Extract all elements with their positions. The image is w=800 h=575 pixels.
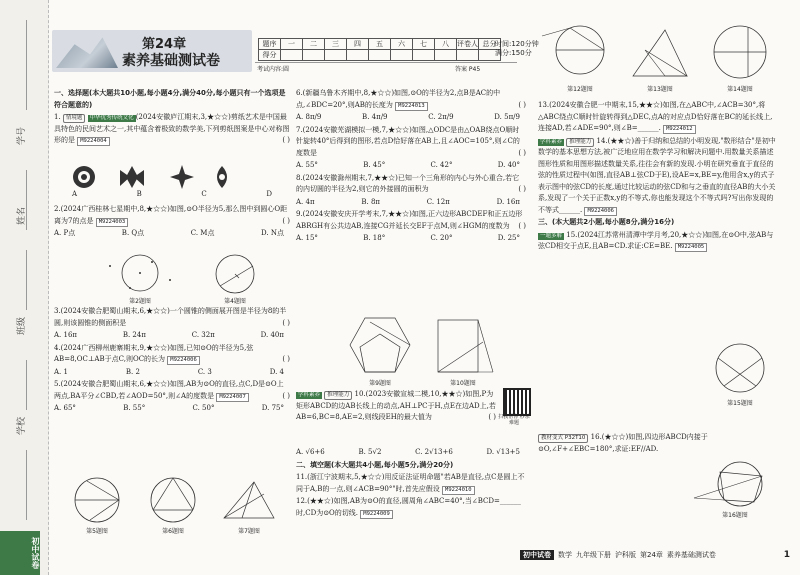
score-header-5: 五 <box>369 39 391 50</box>
q3-option-b[interactable]: B. 24π <box>122 331 146 339</box>
score-header-3: 三 <box>325 39 347 50</box>
figure-5-diagram <box>62 474 132 526</box>
q8-option-a[interactable]: A. 4π <box>296 197 315 206</box>
q11-text: 11.(浙江宁波期末,5,★☆☆)用反证法证明命题"若AB是直径,点C是圆上不同于A,B的一点,则∠ACB=90°"时,首先应假设 <box>296 473 525 493</box>
page-number: 1 <box>783 550 790 560</box>
q1-text: (2024安徽庐江期末,3,★☆☆)剪纸艺术是中国最具特色的民间艺术之一,其中蕴含着极致的数学美,下列剪纸图案是中心对称图形的是 <box>54 113 290 144</box>
q4-option-b[interactable]: B. 2 <box>125 367 140 376</box>
binding-gutter <box>0 0 49 575</box>
figure-16-caption: 第16题图 <box>722 512 748 519</box>
gutter-banji: 班级 <box>17 316 27 335</box>
figure-6 <box>138 474 208 535</box>
q2-option-c[interactable]: C. M点 <box>190 229 215 237</box>
figure-5 <box>62 474 132 535</box>
score-cell[interactable] <box>281 50 303 61</box>
q10-text: 10.(2023安徽宣城二模,10,★★☆)如图,P为矩形ABCD的边AB长线上的动点,AH⊥PC于H,点E在边AD上,若AB=6,BC=8,AE=2,则线段EH的最大值为 <box>296 390 496 421</box>
q2-code: M9224003 <box>96 218 129 227</box>
score-header-10: 总分 <box>479 39 501 50</box>
figure-9 <box>340 312 420 387</box>
score-header-7: 七 <box>413 39 435 50</box>
banner-illustration <box>56 34 118 68</box>
score-row-label: 得分 <box>259 50 281 61</box>
q13-code: M9224012 <box>663 125 696 134</box>
score-cell[interactable] <box>369 50 391 61</box>
q16-tag: 教材变式 P32T10 <box>538 434 588 443</box>
right-column <box>538 100 778 254</box>
score-header-2: 二 <box>303 39 325 50</box>
q1-num: 1. <box>54 113 61 121</box>
papercut-a <box>73 166 95 188</box>
score-header-4: 四 <box>347 39 369 50</box>
q7-options <box>296 160 526 172</box>
brand-tab: 初中试卷 <box>0 531 40 575</box>
q7-text: 7.(2024安徽芜湖模拟一模,7,★☆☆)如图,△ODC是由△OAB绕点O顺时针旋转40°后得到的图形,若点D恰好落在AB上,且∠AOC=105°,则∠C的度数是 <box>296 125 520 157</box>
q12-text: 12.(★★☆)如图,AB为⊙O的直径,圆周角∠ABC=40°,当∠BCD=______时,CD为⊙O的切线. <box>296 497 521 517</box>
page-footer <box>520 548 790 562</box>
question-6 <box>296 88 526 111</box>
figure-4-diagram <box>195 250 275 296</box>
q10-tag: 学科素养 <box>298 392 321 398</box>
q10-tag2: 推理能力 <box>324 391 352 400</box>
gutter-line <box>26 450 27 520</box>
figure-15 <box>700 340 780 407</box>
figure-15-caption: 第15题图 <box>727 400 753 407</box>
qr-caption: 扫我帮你 秒杀难题 <box>498 414 530 426</box>
left-column-3 <box>54 306 290 416</box>
q7-option-b[interactable]: B. 45° <box>363 161 386 169</box>
question-15 <box>538 230 778 253</box>
middle-column-3 <box>296 447 526 520</box>
q4-options <box>54 367 290 379</box>
question-3 <box>54 306 290 329</box>
q8-paren: ( ) <box>518 185 526 193</box>
exam-content: 考试内容:圆 <box>257 66 290 73</box>
q3-option-d[interactable]: D. 40π <box>260 331 284 339</box>
q9-text: 9.(2024安徽安庆开学考末,7,★★☆)如图,正六边形ABCDEF和正五边形ABRGH有公共边AB,连接CG并延长交EF于点M,则∠HGM的度数为 <box>296 210 523 230</box>
question-13 <box>538 100 778 135</box>
question-2 <box>54 204 290 227</box>
score-header-6: 六 <box>391 39 413 50</box>
footer-edition: 沪科版 <box>615 551 636 559</box>
figure-7-diagram <box>214 474 284 526</box>
score-cell[interactable] <box>391 50 413 61</box>
q4-option-c[interactable]: C. 3 <box>197 367 212 376</box>
question-11 <box>296 472 526 495</box>
q8-text: 8.(2024安徽滁州期末,7,★★☆)已知一个三角形的内心与外心重合,若它的内切圆的半径为2,则它的外接圆的面积为 <box>296 173 520 193</box>
q10-paren: ( ) <box>488 413 496 421</box>
question-4 <box>54 343 290 366</box>
q14-code: M9224006 <box>584 207 617 216</box>
test-title: 素养基础测试卷 <box>122 53 220 69</box>
figure-12 <box>540 20 620 93</box>
q6-text: 6.(新疆乌鲁木齐期中,8,★☆☆)如图,⊙O的半径为2,点B是AC的中点,∠BDC=20°,则AB的长度为 <box>296 89 501 109</box>
score-cell[interactable] <box>435 50 457 61</box>
figure-4 <box>195 250 275 305</box>
figure-14 <box>700 20 780 93</box>
q6-option-d[interactable]: D. 5π/9 <box>494 113 520 121</box>
q9-paren: ( ) <box>518 221 526 230</box>
q9-option-a[interactable]: A. 15° <box>296 234 318 242</box>
q15-tag: 一题多解 <box>540 232 563 239</box>
q1-tag: 情境题 <box>63 114 86 123</box>
question-16 <box>538 432 778 455</box>
q3-options <box>54 330 290 342</box>
figure-16 <box>690 458 780 519</box>
q7-option-d[interactable]: D. 40° <box>497 161 520 169</box>
q9-option-b[interactable]: B. 18° <box>363 234 386 242</box>
figure-6-caption: 第6题图 <box>162 528 184 535</box>
figure-6-diagram <box>138 474 208 526</box>
full-score: 满分:150分 <box>495 49 532 57</box>
figure-10-caption: 第10题图 <box>450 380 476 387</box>
question-14 <box>538 136 778 217</box>
question-5 <box>54 379 290 402</box>
q9-options <box>296 233 526 245</box>
q8-option-b[interactable]: B. 8π <box>361 197 380 206</box>
score-header-0: 题序 <box>259 39 281 50</box>
middle-column-2 <box>296 389 496 425</box>
q15-text: 15.(2024江苏常州清潭中学月考,20,★☆☆)如图,在⊙O中,弦AB与弦CD相交于点E,且AB=CD.求证:CE=BE. <box>538 230 774 250</box>
figure-15-diagram <box>700 340 780 398</box>
q3-text: 3.(2024安徽合肥蜀山期末,6,★☆☆)一个圆锥的侧面展开图是半径为8的半圆,则该圆锥的侧面积是 <box>54 307 287 327</box>
q1-tag2: 中华优秀传统文化 <box>89 115 134 121</box>
figure-5-caption: 第5题图 <box>86 528 108 535</box>
figure-14-diagram <box>700 20 780 84</box>
figure-13-diagram <box>625 20 695 84</box>
figure-12-caption: 第12题图 <box>567 86 593 93</box>
footer-brand: 初中试卷 <box>520 550 554 560</box>
figure-4-caption: 第4题图 <box>224 298 246 305</box>
figure-7 <box>214 474 284 535</box>
score-header-9: 评卷人 <box>457 40 478 48</box>
figure-9-diagram <box>340 312 420 378</box>
q5-code: M9224007 <box>216 393 249 402</box>
footer-title: 素养基础测试卷 <box>666 551 716 559</box>
q14-text: 14.(★★☆)善于归纳和总结的小明发现,"数形结合"是初中数学的基本思想方法,被广泛地应用在数学学习和解决问题中.用数量关系描述图形性质和用图形描述数量关系,往往会有新的发现.小明在研究垂直于直径的弦的性质过程中(如图,直径AB⊥弦CD于E),设AE=x,BE=y,他用含x,y的式子表示图中的弦CD的长度,通过比较运动的弦CD和与之垂直的直径AB的大小关系,发现了一个关于正数x,y的不等式,你也能发现这个不等式吗?写出你发现的不等式______. <box>538 136 776 214</box>
q14-tag: 学科素养 <box>540 138 563 145</box>
chapter-title: 第24章 <box>142 37 187 52</box>
question-1 <box>54 112 290 147</box>
papercut-b <box>120 166 144 188</box>
figure-12-diagram <box>540 20 620 84</box>
right-column-2 <box>538 432 778 456</box>
section-1-heading: 一、选择题(本大题共10小题,每小题4分,满分40分,每小题只有一个选项是符合题意的) <box>54 89 286 109</box>
q8-options <box>296 197 526 209</box>
q8-option-c[interactable]: C. 12π <box>426 197 450 206</box>
figure-10-diagram <box>428 312 498 378</box>
qr-code[interactable] <box>503 388 531 416</box>
q6-option-a[interactable]: A. 8π/9 <box>296 113 322 121</box>
q6-options <box>296 112 526 124</box>
score-cell[interactable] <box>347 50 369 61</box>
q10-option-c[interactable]: C. 2√13+6 <box>415 448 453 456</box>
q10-options <box>296 447 526 459</box>
gutter-xuehao: 学号 <box>17 126 27 145</box>
q2-text: 2.(2024广西桂林七星期中,8,★☆☆)如图,⊙O半径为5,那么图中到圆心O距离为7的点是 <box>54 205 288 225</box>
q4-code: M9224006 <box>167 356 200 365</box>
q15-code: M9224005 <box>675 243 708 252</box>
footer-grade: 九年级下册 <box>576 551 611 559</box>
question-9 <box>296 209 526 232</box>
q6-paren: ( ) <box>518 100 526 109</box>
time-limit: 时间:120分钟 <box>495 40 539 48</box>
q2-paren: ( ) <box>282 216 290 225</box>
footer-chapter: 第24章 <box>640 551 663 559</box>
q1-paren: ( ) <box>282 136 290 144</box>
papercut-figures <box>72 162 272 192</box>
gutter-line <box>26 20 27 110</box>
q5-option-a[interactable]: A. 65° <box>54 404 76 412</box>
gutter-line <box>26 360 27 410</box>
figure-14-caption: 第14题图 <box>727 86 753 93</box>
q10-option-a[interactable]: A. √6+6 <box>296 448 325 456</box>
q4-paren: ( ) <box>282 355 290 363</box>
footer-subject: 数学 <box>558 551 572 559</box>
figure-13 <box>625 20 695 93</box>
q2-options <box>54 228 290 240</box>
q1-options-figures <box>72 162 272 198</box>
papercut-d <box>217 166 227 188</box>
q12-code: M9224009 <box>360 510 393 519</box>
middle-column <box>296 88 526 246</box>
q8-option-d[interactable]: D. 16π <box>496 197 520 206</box>
q5-option-d[interactable]: D. 75° <box>261 404 284 412</box>
score-cell[interactable] <box>303 50 325 61</box>
section-3-heading: 三、(本大题共2小题,每小题8分,满分16分) <box>538 218 675 226</box>
q5-option-c[interactable]: C. 50° <box>192 404 215 412</box>
q6-option-c[interactable]: C. 2π/9 <box>428 113 454 121</box>
q1-code: M9224004 <box>77 137 110 146</box>
q2-option-b[interactable]: B. Q点 <box>121 229 145 237</box>
score-cell[interactable] <box>413 50 435 61</box>
gutter-xuexiao: 学校 <box>17 416 27 435</box>
figure-2-diagram <box>100 250 180 296</box>
q14-tag2: 推理能力 <box>566 138 594 147</box>
score-header-1: 一 <box>281 39 303 50</box>
question-12 <box>296 496 526 519</box>
q5-text: 5.(2024安徽合肥蜀山期末,6,★☆☆)如图,AB为⊙O的直径,点C,D是⊙O上两点,BA平分∠CBD,若∠AOD=50°,则∠A的度数是 <box>54 380 284 400</box>
q10-option-d[interactable]: D. √13+5 <box>486 448 520 456</box>
q9-option-c[interactable]: C. 20° <box>430 234 453 242</box>
q6-code: M9224013 <box>395 102 428 111</box>
figure-16-diagram <box>690 458 780 510</box>
gutter-line <box>26 250 27 310</box>
q4-text: 4.(2024广西柳州鹿寨期末,9,★☆☆)如图,已知⊙O的半径为5,弦AB=8,OC⊥AB于点C,则OC的长为 <box>54 343 254 363</box>
q5-paren: ( ) <box>282 391 290 400</box>
figure-9-caption: 第9题图 <box>369 380 391 387</box>
left-column-2 <box>54 204 290 241</box>
figure-2 <box>100 250 180 305</box>
question-8 <box>296 173 526 196</box>
q1-option-labels: A B C D <box>72 190 272 198</box>
answer-page: 答案 P45 <box>455 66 481 73</box>
score-table <box>258 38 501 61</box>
q13-text: 13.(2024安徽合肥一中期末,15,★★☆)如图,在△ABC中,∠ACB=30°,将△ABC绕点C顺时针旋转得到△DEC,点A的对应点D恰好落在BC的延长线上,连接AD,若∠ADE=90°,则∠B=______. <box>538 101 773 132</box>
q10-option-b[interactable]: B. 5√2 <box>358 448 382 456</box>
q7-paren: ( ) <box>518 148 526 157</box>
q3-option-a[interactable]: A. 16π <box>54 331 78 339</box>
score-cell[interactable] <box>457 50 479 61</box>
header-banner <box>52 30 252 72</box>
score-header-8: 八 <box>435 39 457 50</box>
gutter-xingming: 姓名 <box>17 206 27 225</box>
q5-options <box>54 403 290 415</box>
q2-option-a[interactable]: A. P点 <box>54 229 76 237</box>
q9-option-d[interactable]: D. 25° <box>497 234 520 242</box>
score-cell[interactable] <box>325 50 347 61</box>
q3-paren: ( ) <box>282 318 290 327</box>
left-column <box>54 88 290 148</box>
question-10 <box>296 389 496 424</box>
figure-10 <box>428 312 498 387</box>
papercut-c <box>170 165 194 189</box>
q7-option-c[interactable]: C. 42° <box>430 161 453 169</box>
question-7 <box>296 125 526 160</box>
q4-option-a[interactable]: A. 1 <box>54 367 68 376</box>
q3-option-c[interactable]: C. 32π <box>191 331 215 339</box>
time-info <box>495 40 539 58</box>
q6-option-b[interactable]: B. 4π/9 <box>362 113 388 121</box>
q4-option-d[interactable]: D. 4 <box>269 367 284 376</box>
q2-option-d[interactable]: D. N点 <box>261 229 284 237</box>
content-row <box>255 62 517 73</box>
q16-text: 16.(★☆☆)如图,四边形ABCD内接于⊙O,∠F+∠EBC=180°,求证:EF//AD. <box>538 433 708 453</box>
section-2-heading: 二、填空题(本大题共4小题,每小题5分,满分20分) <box>296 460 454 469</box>
figure-13-caption: 第13题图 <box>647 86 673 93</box>
q5-option-b[interactable]: B. 55° <box>123 404 146 412</box>
q7-option-a[interactable]: A. 55° <box>296 161 318 169</box>
figure-7-caption: 第7题图 <box>238 528 260 535</box>
figure-2-caption: 第2题图 <box>129 298 151 305</box>
q11-code: M9224010 <box>442 486 475 495</box>
